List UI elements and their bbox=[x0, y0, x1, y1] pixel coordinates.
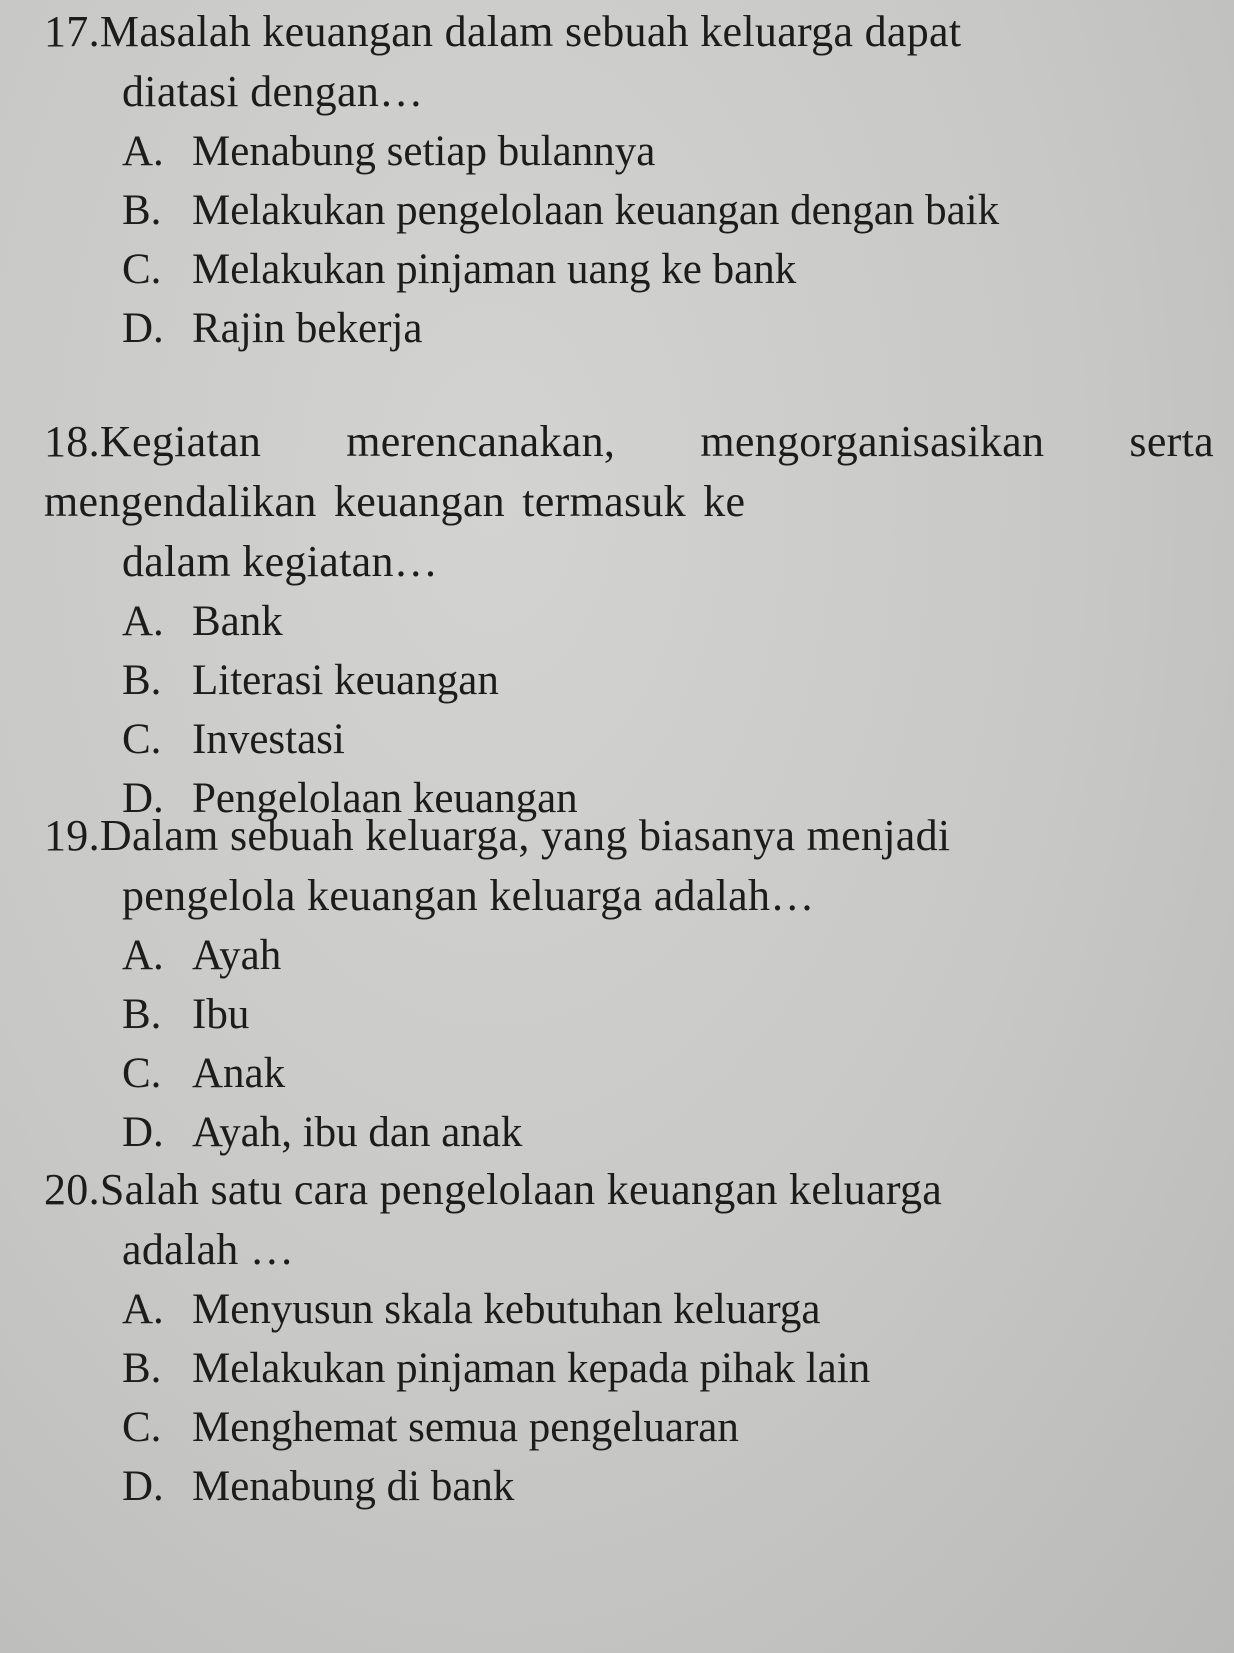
option-b bbox=[122, 181, 1224, 240]
option-letter: A. bbox=[122, 598, 164, 645]
option-text: Menghemat semua pengeluaran bbox=[192, 1404, 739, 1451]
question-stem bbox=[44, 2, 1224, 122]
option-letter: B. bbox=[122, 1345, 162, 1392]
option-list bbox=[44, 122, 1224, 358]
question-20 bbox=[44, 1160, 1224, 1516]
option-text: Menabung setiap bulannya bbox=[192, 128, 656, 175]
question-stem-continuation: pengelola keuangan keluarga adalah… bbox=[122, 871, 815, 920]
question-19 bbox=[44, 806, 1224, 1162]
option-text: Melakukan pinjaman kepada pihak lain bbox=[192, 1345, 871, 1392]
option-letter: A. bbox=[122, 932, 164, 979]
option-letter: C. bbox=[122, 246, 162, 293]
option-text: Melakukan pinjaman uang ke bank bbox=[192, 246, 797, 293]
option-letter: C. bbox=[122, 1404, 162, 1451]
option-letter: C. bbox=[122, 716, 162, 763]
option-a bbox=[122, 592, 1224, 651]
option-a bbox=[122, 1280, 1224, 1339]
option-c bbox=[122, 710, 1224, 769]
option-text: Rajin bekerja bbox=[192, 305, 423, 352]
option-d bbox=[122, 1103, 1224, 1162]
option-b bbox=[122, 1339, 1224, 1398]
question-number: 18. bbox=[44, 417, 100, 466]
question-17 bbox=[44, 2, 1224, 358]
option-list bbox=[44, 1280, 1224, 1516]
option-letter: A. bbox=[122, 128, 164, 175]
option-list bbox=[44, 592, 1224, 828]
option-a bbox=[122, 122, 1224, 181]
option-a bbox=[122, 926, 1224, 985]
option-text: Menyusun skala kebutuhan keluarga bbox=[192, 1286, 821, 1333]
question-stem-line1: Salah satu cara pengelolaan keuangan keluarga bbox=[99, 1165, 943, 1214]
question-stem-continuation: dalam kegiatan… bbox=[122, 537, 439, 586]
option-text: Pengelolaan keuangan bbox=[192, 775, 578, 822]
option-letter: D. bbox=[122, 775, 164, 822]
option-text: Ibu bbox=[192, 991, 250, 1038]
option-c bbox=[122, 1398, 1224, 1457]
question-stem bbox=[44, 412, 1224, 592]
option-text: Melakukan pengelolaan keuangan dengan baik bbox=[192, 187, 1000, 234]
question-stem-continuation: diatasi dengan… bbox=[122, 67, 424, 116]
option-b bbox=[122, 651, 1224, 710]
question-18 bbox=[44, 412, 1224, 828]
option-text: Investasi bbox=[192, 716, 345, 763]
option-text: Anak bbox=[192, 1050, 286, 1097]
option-text: Ayah bbox=[192, 932, 282, 979]
option-letter: B. bbox=[122, 187, 162, 234]
option-b bbox=[122, 985, 1224, 1044]
question-number: 17. bbox=[44, 7, 100, 56]
question-stem-line1: Dalam sebuah keluarga, yang biasanya menjadi bbox=[99, 811, 951, 860]
option-letter: B. bbox=[122, 991, 162, 1038]
option-letter: D. bbox=[122, 305, 164, 352]
question-number: 20. bbox=[44, 1165, 100, 1214]
option-letter: A. bbox=[122, 1286, 164, 1333]
option-text: Literasi keuangan bbox=[192, 657, 499, 704]
option-text: Ayah, ibu dan anak bbox=[192, 1109, 523, 1156]
option-c bbox=[122, 240, 1224, 299]
option-letter: C. bbox=[122, 1050, 162, 1097]
option-c bbox=[122, 1044, 1224, 1103]
option-text: Bank bbox=[192, 598, 283, 645]
question-stem-continuation: adalah … bbox=[122, 1225, 295, 1274]
option-list bbox=[44, 926, 1224, 1162]
option-d bbox=[122, 1457, 1224, 1516]
question-number: 19. bbox=[44, 811, 100, 860]
option-letter: D. bbox=[122, 1463, 164, 1510]
question-stem bbox=[44, 806, 1224, 926]
option-text: Menabung di bank bbox=[192, 1463, 515, 1510]
question-stem bbox=[44, 1160, 1224, 1280]
question-stem-line1: Kegiatan merencanakan, mengorganisasikan serta mengendalikan keuangan termasuk ke bbox=[44, 417, 1214, 526]
option-letter: D. bbox=[122, 1109, 164, 1156]
question-stem-line1: Masalah keuangan dalam sebuah keluarga dapat bbox=[99, 7, 962, 56]
option-letter: B. bbox=[122, 657, 162, 704]
option-d bbox=[122, 299, 1224, 358]
